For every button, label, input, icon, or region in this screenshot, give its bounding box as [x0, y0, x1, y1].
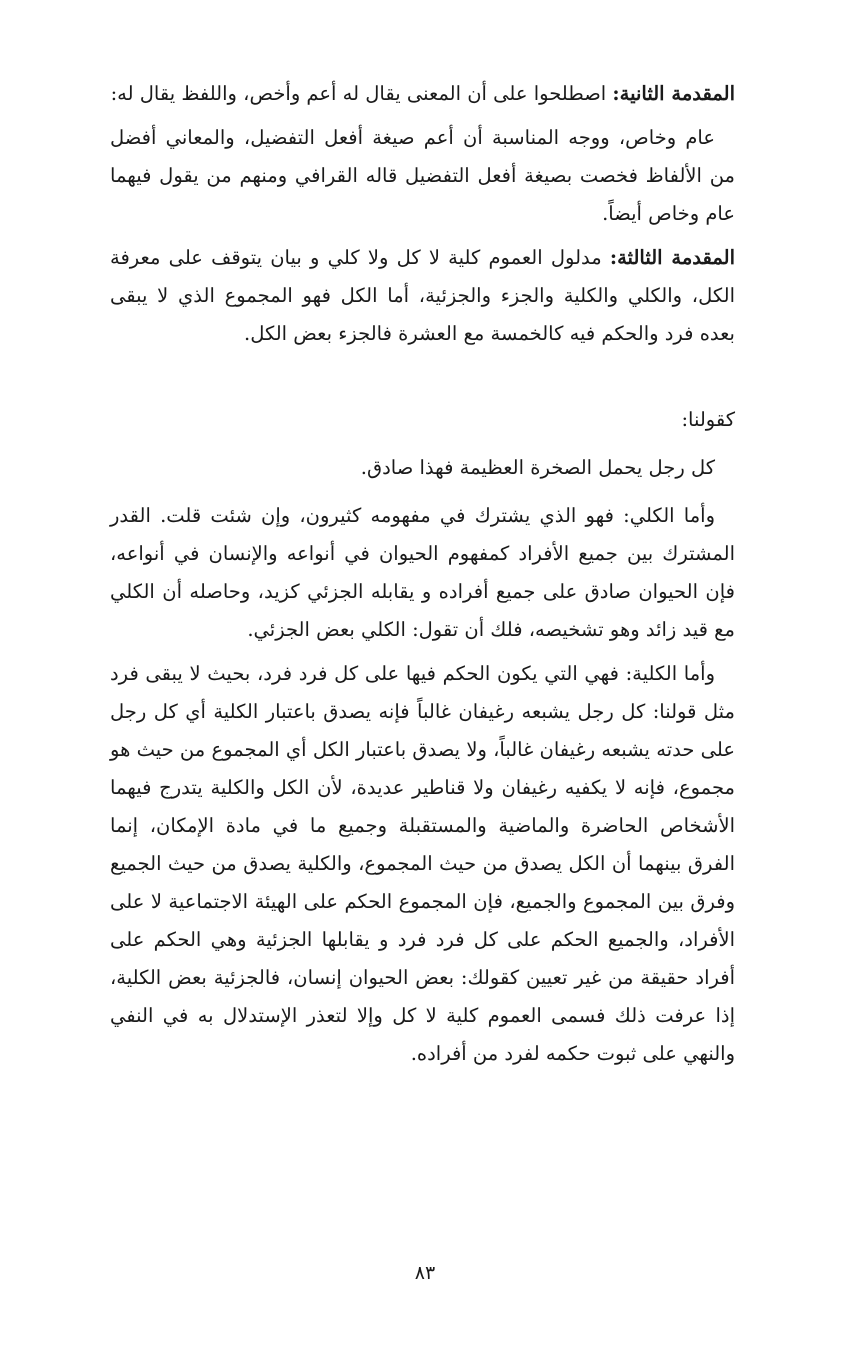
paragraph-example-intro [110, 401, 735, 439]
paragraph-text: وأما الكلية: فهي التي يكون الحكم فيها على كل فرد فرد، بحيث لا يبقى فرد مثل قولنا: كل رجل يشبعه رغيفان غالباً فإنه يصدق باعتبار الكلية أي كل رجل على حدته يشبعه رغيفان غالباً، ولا يصدق باعتبار الكل أي المجموع من حيث هو مجموع، فإنه لا يكفيه رغيفان ولا قناطير عديدة، لأن الكل والكلية يتدرج فيهما الأشخاص الحاضرة والماضية والمستقبلة وجميع ما في مادة الإمكان، إنما الفرق بينهما أن الكل يصدق من حيث المجموع، والكلية يصدق من حيث الجميع وفرق بين المجموع والجميع، فإن المجموع الحكم على الهيئة الاجتماعية لا على الأفراد، والجميع الحكم على كل فرد فرد و يقابلها الجزئية وهي الحكم على أفراد حقيقة من غير تعيين كقولك: بعض الحيوان إنسان، فالجزئية بعض الكلية، إذا عرفت ذلك فسمى العموم كلية لا كل وإلا لتعذر الإستدلال به في النفي والنهي على ثبوت حكمه لفرد من أفراده. [110, 662, 735, 1065]
paragraph-text: اصطلحوا على أن المعنى يقال له أعم وأخص، واللفظ يقال له: [110, 82, 613, 105]
paragraph-premise-two [110, 75, 735, 113]
paragraph-example [110, 449, 735, 487]
paragraph-premise-three [110, 239, 735, 353]
heading-premise-two: المقدمة الثانية: [612, 82, 735, 105]
paragraph-kulli [110, 497, 735, 649]
paragraph-kulliyya [110, 655, 735, 1073]
document-page [110, 75, 735, 1305]
paragraph-text: كل رجل يحمل الصخرة العظيمة فهذا صادق. [360, 456, 715, 479]
paragraph-text: وأما الكلي: فهو الذي يشترك في مفهومه كثيرون، وإن شئت قلت. القدر المشترك بين جميع الأفراد كمفهوم الحيوان في أنواعه والإنسان في أنواعه، فإن الحيوان صادق على جميع أفراده و يقابله الجزئي كزيد، وحاصله أن الكلي مع قيد زائد وهو تشخيصه، فلك أن تقول: الكلي بعض الجزئي. [110, 504, 735, 641]
paragraph-text: كقولنا: [681, 408, 735, 431]
page-number: ٨٣ [414, 1262, 436, 1284]
paragraph-general-specific [110, 119, 735, 233]
paragraph-text: عام وخاص، ووجه المناسبة أن أعم صيغة أفعل التفضيل، والمعاني أفضل من الألفاظ فخصت بصيغة أفعل التفضيل قاله القرافي ومنهم من يقول فيهما عام وخاص أيضاً. [110, 126, 735, 225]
paragraph-text: مدلول العموم كلية لا كل ولا كلي و بيان يتوقف على معرفة الكل، والكلي والكلية والجزء والجزئية، أما الكل فهو المجموع الذي لا يبقى بعده فرد والحكم فيه كالخمسة مع العشرة فالجزء بعض الكل. [110, 246, 735, 345]
heading-premise-three: المقدمة الثالثة: [609, 246, 735, 269]
